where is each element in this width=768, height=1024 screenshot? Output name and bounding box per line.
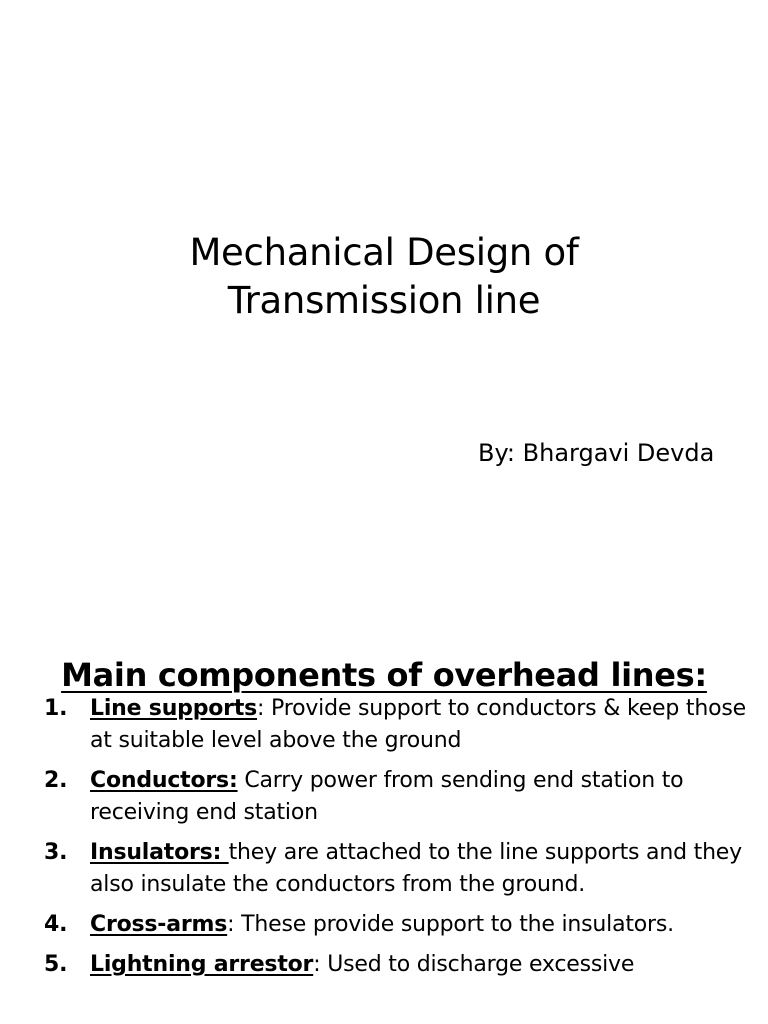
item-number: 2.: [44, 768, 68, 793]
presentation-title: [0, 229, 768, 325]
item-description: : These provide support to the insulators.: [227, 912, 674, 937]
item-term: Cross-arms: [90, 912, 228, 937]
item-term: Lightning arrestor: [90, 952, 314, 977]
title-line-2: Transmission line: [227, 278, 541, 322]
item-number: 3.: [44, 840, 68, 865]
item-term: Insulators:: [90, 840, 229, 865]
heading-text: Main components of overhead lines:: [61, 655, 707, 694]
list-item: [44, 765, 756, 829]
item-description: Carry power from sending end station to receiving end station: [90, 768, 684, 825]
item-number: 5.: [44, 952, 68, 977]
title-line-1: Mechanical Design of: [189, 230, 579, 274]
item-description: they are attached to the line supports and they also insulate the conductors from the ground.: [90, 840, 742, 897]
slide-heading: [0, 653, 768, 697]
list-item: [44, 837, 756, 901]
slide-components: [0, 576, 768, 1024]
item-description: : Provide support to conductors & keep those at suitable level above the ground: [90, 696, 746, 753]
item-term: Line supports: [90, 696, 258, 721]
item-description: : Used to discharge excessive: [313, 952, 635, 977]
item-number: 1.: [44, 696, 68, 721]
item-number: 4.: [44, 912, 68, 937]
list-item: [44, 949, 756, 981]
components-list: [44, 693, 756, 989]
list-item: [44, 693, 756, 757]
list-item: [44, 909, 756, 941]
author-byline: By: Bhargavi Devda: [478, 439, 715, 467]
item-term: Conductors:: [90, 768, 238, 793]
